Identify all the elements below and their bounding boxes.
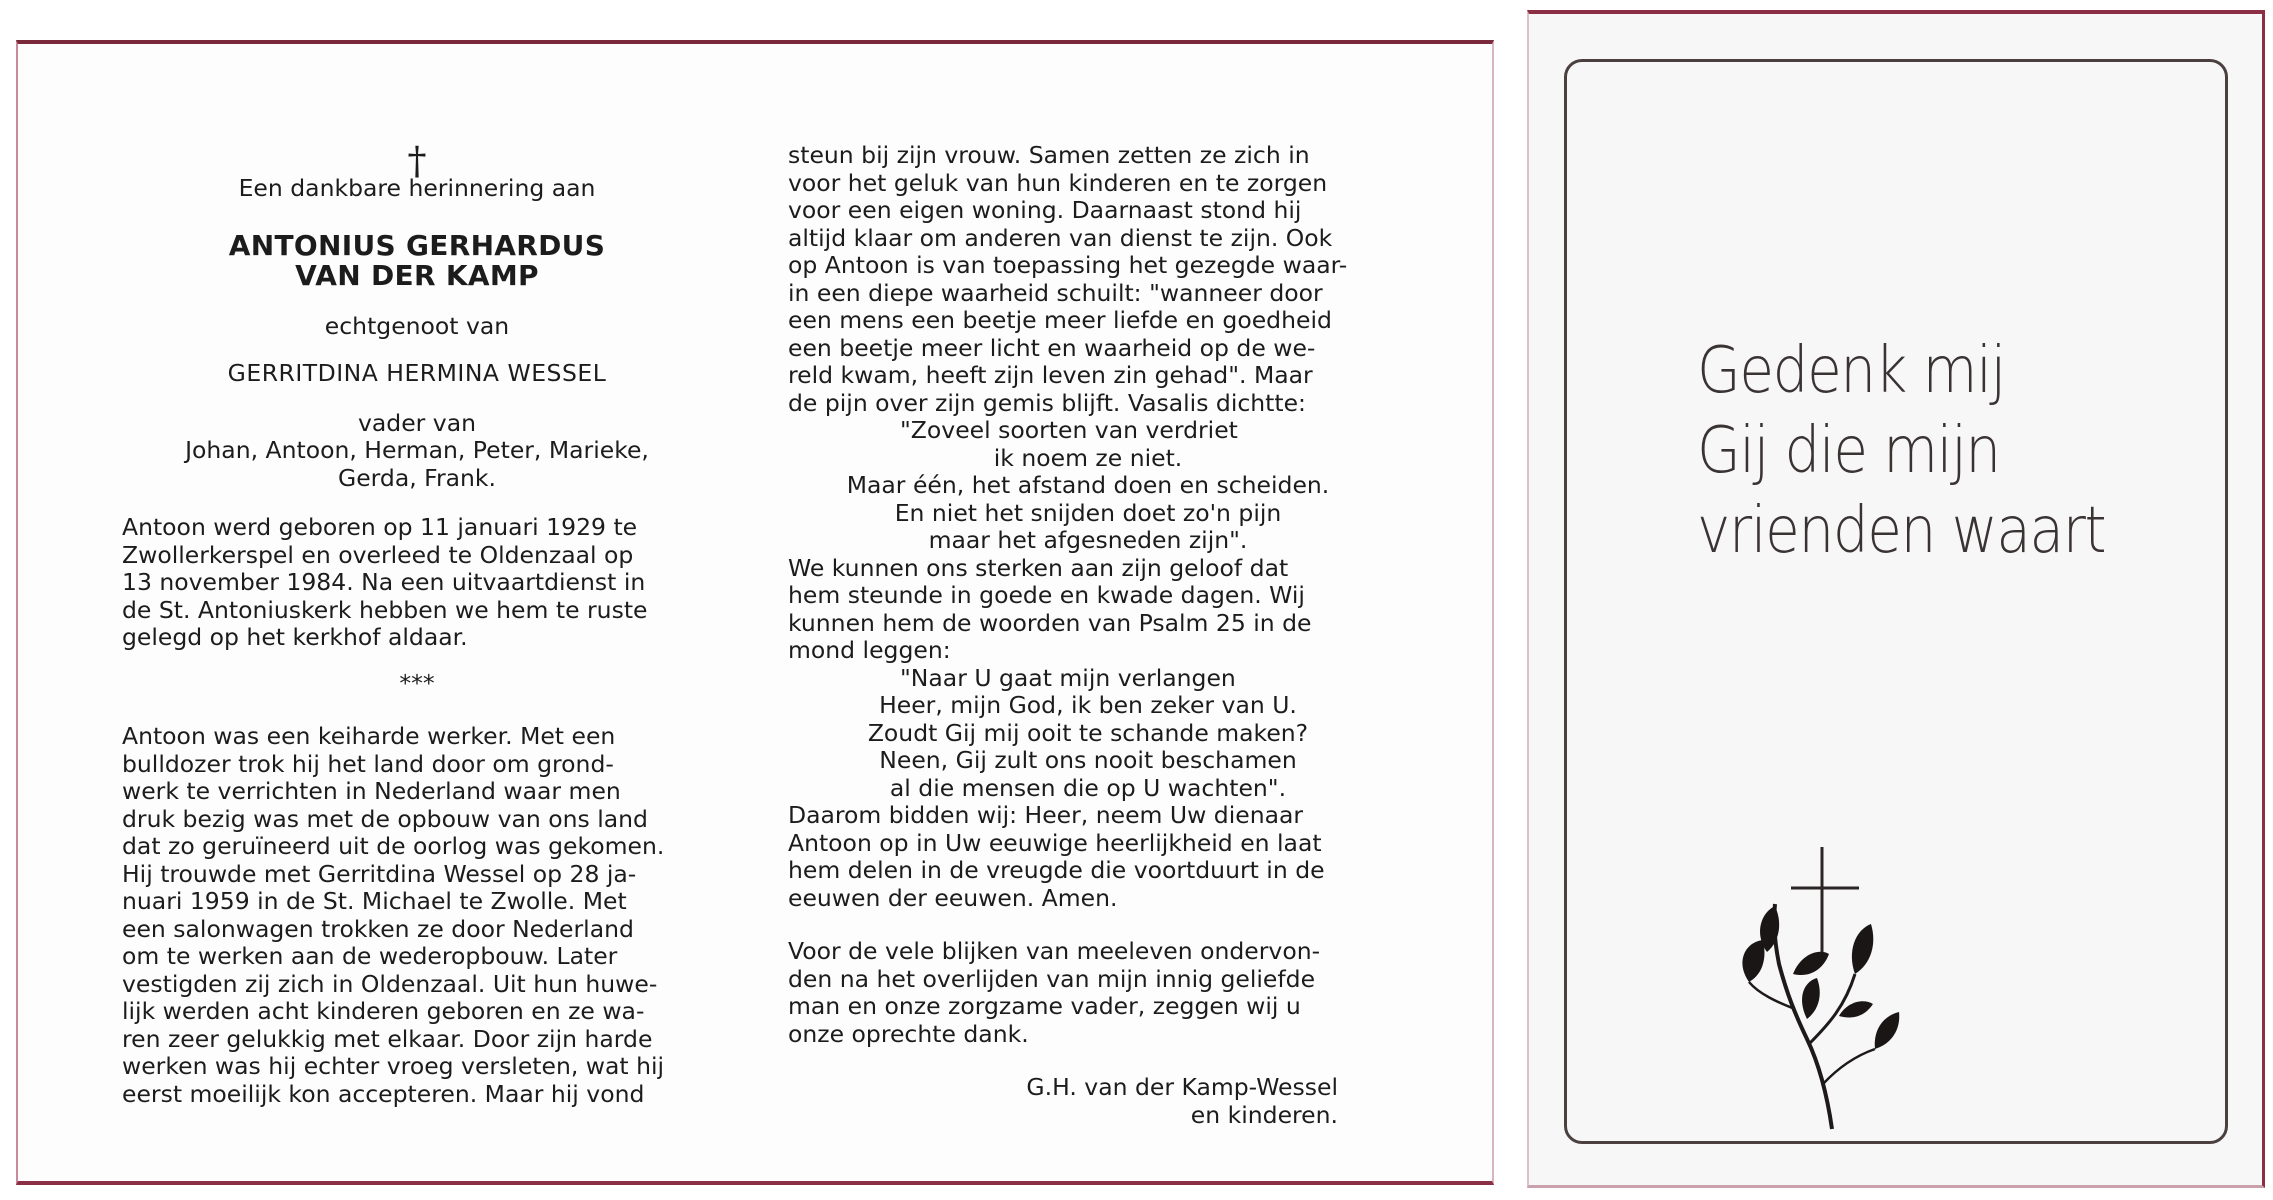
story-line: werk te verrichten in Nederland waar men [122, 777, 621, 805]
text-line: op Antoon is van toepassing het gezegde waar- [788, 251, 1348, 279]
paragraph-3 [788, 802, 1388, 912]
deceased-name-line1: ANTONIUS GERHARDUS [228, 228, 606, 262]
separator-stars: *** [399, 668, 435, 697]
story-line: bulldozer trok hij het land door om grond- [122, 749, 614, 778]
text-line: steun bij zijn vrouw. Samen zetten ze zich in [788, 141, 1310, 169]
paragraph-1 [788, 142, 1388, 417]
poem-line: Zoudt Gij mij ooit te schande maken? [867, 718, 1309, 747]
text-line: mond leggen: [788, 636, 951, 664]
text-line: reld kwam, heeft zijn leven zin gehad". Maar [788, 361, 1313, 389]
father-label: vader van [357, 408, 477, 437]
children-line2: Gerda, Frank. [337, 463, 497, 492]
text-line: een mens een beetje meer liefde en goedheid [788, 306, 1332, 334]
title-line3: vrienden waart [1697, 494, 2106, 568]
poem-line: ik noem ze niet. [993, 443, 1183, 472]
text-line: in een diepe waarheid schuilt: "wanneer door [788, 278, 1323, 307]
text-line: hem delen in de vreugde die voortduurt in de [788, 856, 1325, 884]
right-column [788, 142, 1388, 1129]
story-line: eerst moeilijk kon accepteren. Maar hij vond [122, 1079, 645, 1108]
bio-line: de St. Antoniuskerk hebben we hem te ruste [122, 595, 648, 624]
poem-line: "Zoveel soorten van verdriet [900, 416, 1238, 444]
left-column [122, 44, 712, 1108]
bio-paragraph [122, 514, 712, 652]
text-line: onze oprechte dank. [788, 1019, 1029, 1048]
bio-line: 13 november 1984. Na een uitvaartdienst in [122, 568, 646, 596]
poem-line: Heer, mijn God, ik ben zeker van U. [879, 691, 1297, 719]
story-line: ren zeer gelukkig met elkaar. Door zijn harde [122, 1024, 653, 1053]
text-line: een beetje meer licht en waarheid op de we- [788, 333, 1316, 362]
deceased-name-line2: VAN DER KAMP [295, 258, 539, 292]
bio-line: Antoon werd geboren op 11 januari 1929 te [122, 513, 638, 541]
story-line: nuari 1959 in de St. Michael te Zwolle. Met [122, 887, 627, 915]
story-line: dat zo geruïneerd uit de oorlog was gekomen. [122, 832, 665, 860]
text-line: hem steunde in goede en kwade dagen. Wij [788, 581, 1305, 609]
spouse-name: GERRITDINA HERMINA WESSEL [227, 359, 607, 387]
story-line: Hij trouwde met Gerritdina Wessel op 28 ja- [122, 859, 637, 888]
signature-line2: en kinderen. [1190, 1100, 1338, 1129]
bio-line: gelegd op het kerkhof aldaar. [122, 623, 468, 651]
story-line: vestigden zij zich in Oldenzaal. Uit hun huwe- [122, 969, 658, 998]
small-cross-icon: † [407, 139, 427, 183]
text-line: We kunnen ons sterken aan zijn geloof dat [788, 553, 1289, 582]
front-title [1697, 331, 2119, 571]
text-line: altijd klaar om anderen van dienst te zijn. Ook [788, 223, 1333, 252]
story-line: om te werken aan de wederopbouw. Later [122, 942, 618, 970]
text-line: Daarom bidden wij: Heer, neem Uw dienaar [788, 801, 1304, 829]
poem-psalm [788, 665, 1388, 803]
title-line1: Gedenk mij [1697, 334, 2005, 408]
text-line: voor een eigen woning. Daarnaast stond hij [788, 196, 1302, 224]
text-line: eeuwen der eeuwen. Amen. [788, 883, 1118, 912]
story-line: een salonwagen trokken ze door Nederland [122, 914, 634, 943]
poem-line: al die mensen die op U wachten". [889, 773, 1287, 802]
bio-line: Zwollerkerspel en overleed te Oldenzaal op [122, 540, 634, 569]
poem-line: Maar één, het afstand doen en scheiden. [846, 471, 1330, 499]
text-line: de pijn over zijn gemis blijft. Vasalis dichtte: [788, 388, 1306, 417]
story-line: lijk werden acht kinderen geboren en ze wa- [122, 997, 645, 1025]
children-line1: Johan, Antoon, Herman, Peter, Marieke, [185, 436, 649, 464]
front-card [1527, 10, 2265, 1188]
text-line: Antoon op in Uw eeuwige heerlijkheid en laat [788, 828, 1322, 857]
poem-line: Neen, Gij zult ons nooit beschamen [879, 746, 1297, 774]
text-line: voor het geluk van hun kinderen en te zorgen [788, 168, 1328, 197]
spouse-label: echtgenoot van [324, 311, 510, 340]
poem-line: En niet het snijden doet zo'n pijn [894, 498, 1282, 527]
paragraph-2 [788, 555, 1388, 665]
story-line: Antoon was een keiharde werker. Met een [122, 722, 616, 750]
signature-line1: G.H. van der Kamp-Wessel [1026, 1073, 1338, 1101]
text-line: man en onze zorgzame vader, zeggen wij u [788, 992, 1301, 1020]
cross-with-branch-icon [1737, 844, 1967, 1138]
poem-vasalis [788, 417, 1388, 555]
story-line: werken was hij echter vroeg versleten, wat hij [122, 1052, 665, 1080]
title-line2: Gij die mijn [1697, 414, 2000, 488]
intro-text: Een dankbare herinnering aan [238, 174, 596, 202]
story-paragraph [122, 723, 712, 1108]
story-line: druk bezig was met de opbouw van ons land [122, 804, 648, 833]
text-line: kunnen hem de woorden van Psalm 25 in de [788, 608, 1312, 637]
text-line: Voor de vele blijken van meeleven ondervon- [788, 937, 1321, 965]
poem-line: maar het afgesneden zijn". [928, 526, 1248, 554]
poem-line: "Naar U gaat mijn verlangen [900, 663, 1236, 692]
text-line: den na het overlijden van mijn innig geliefde [788, 964, 1316, 993]
inner-card [16, 40, 1494, 1185]
paragraph-4 [788, 938, 1388, 1048]
